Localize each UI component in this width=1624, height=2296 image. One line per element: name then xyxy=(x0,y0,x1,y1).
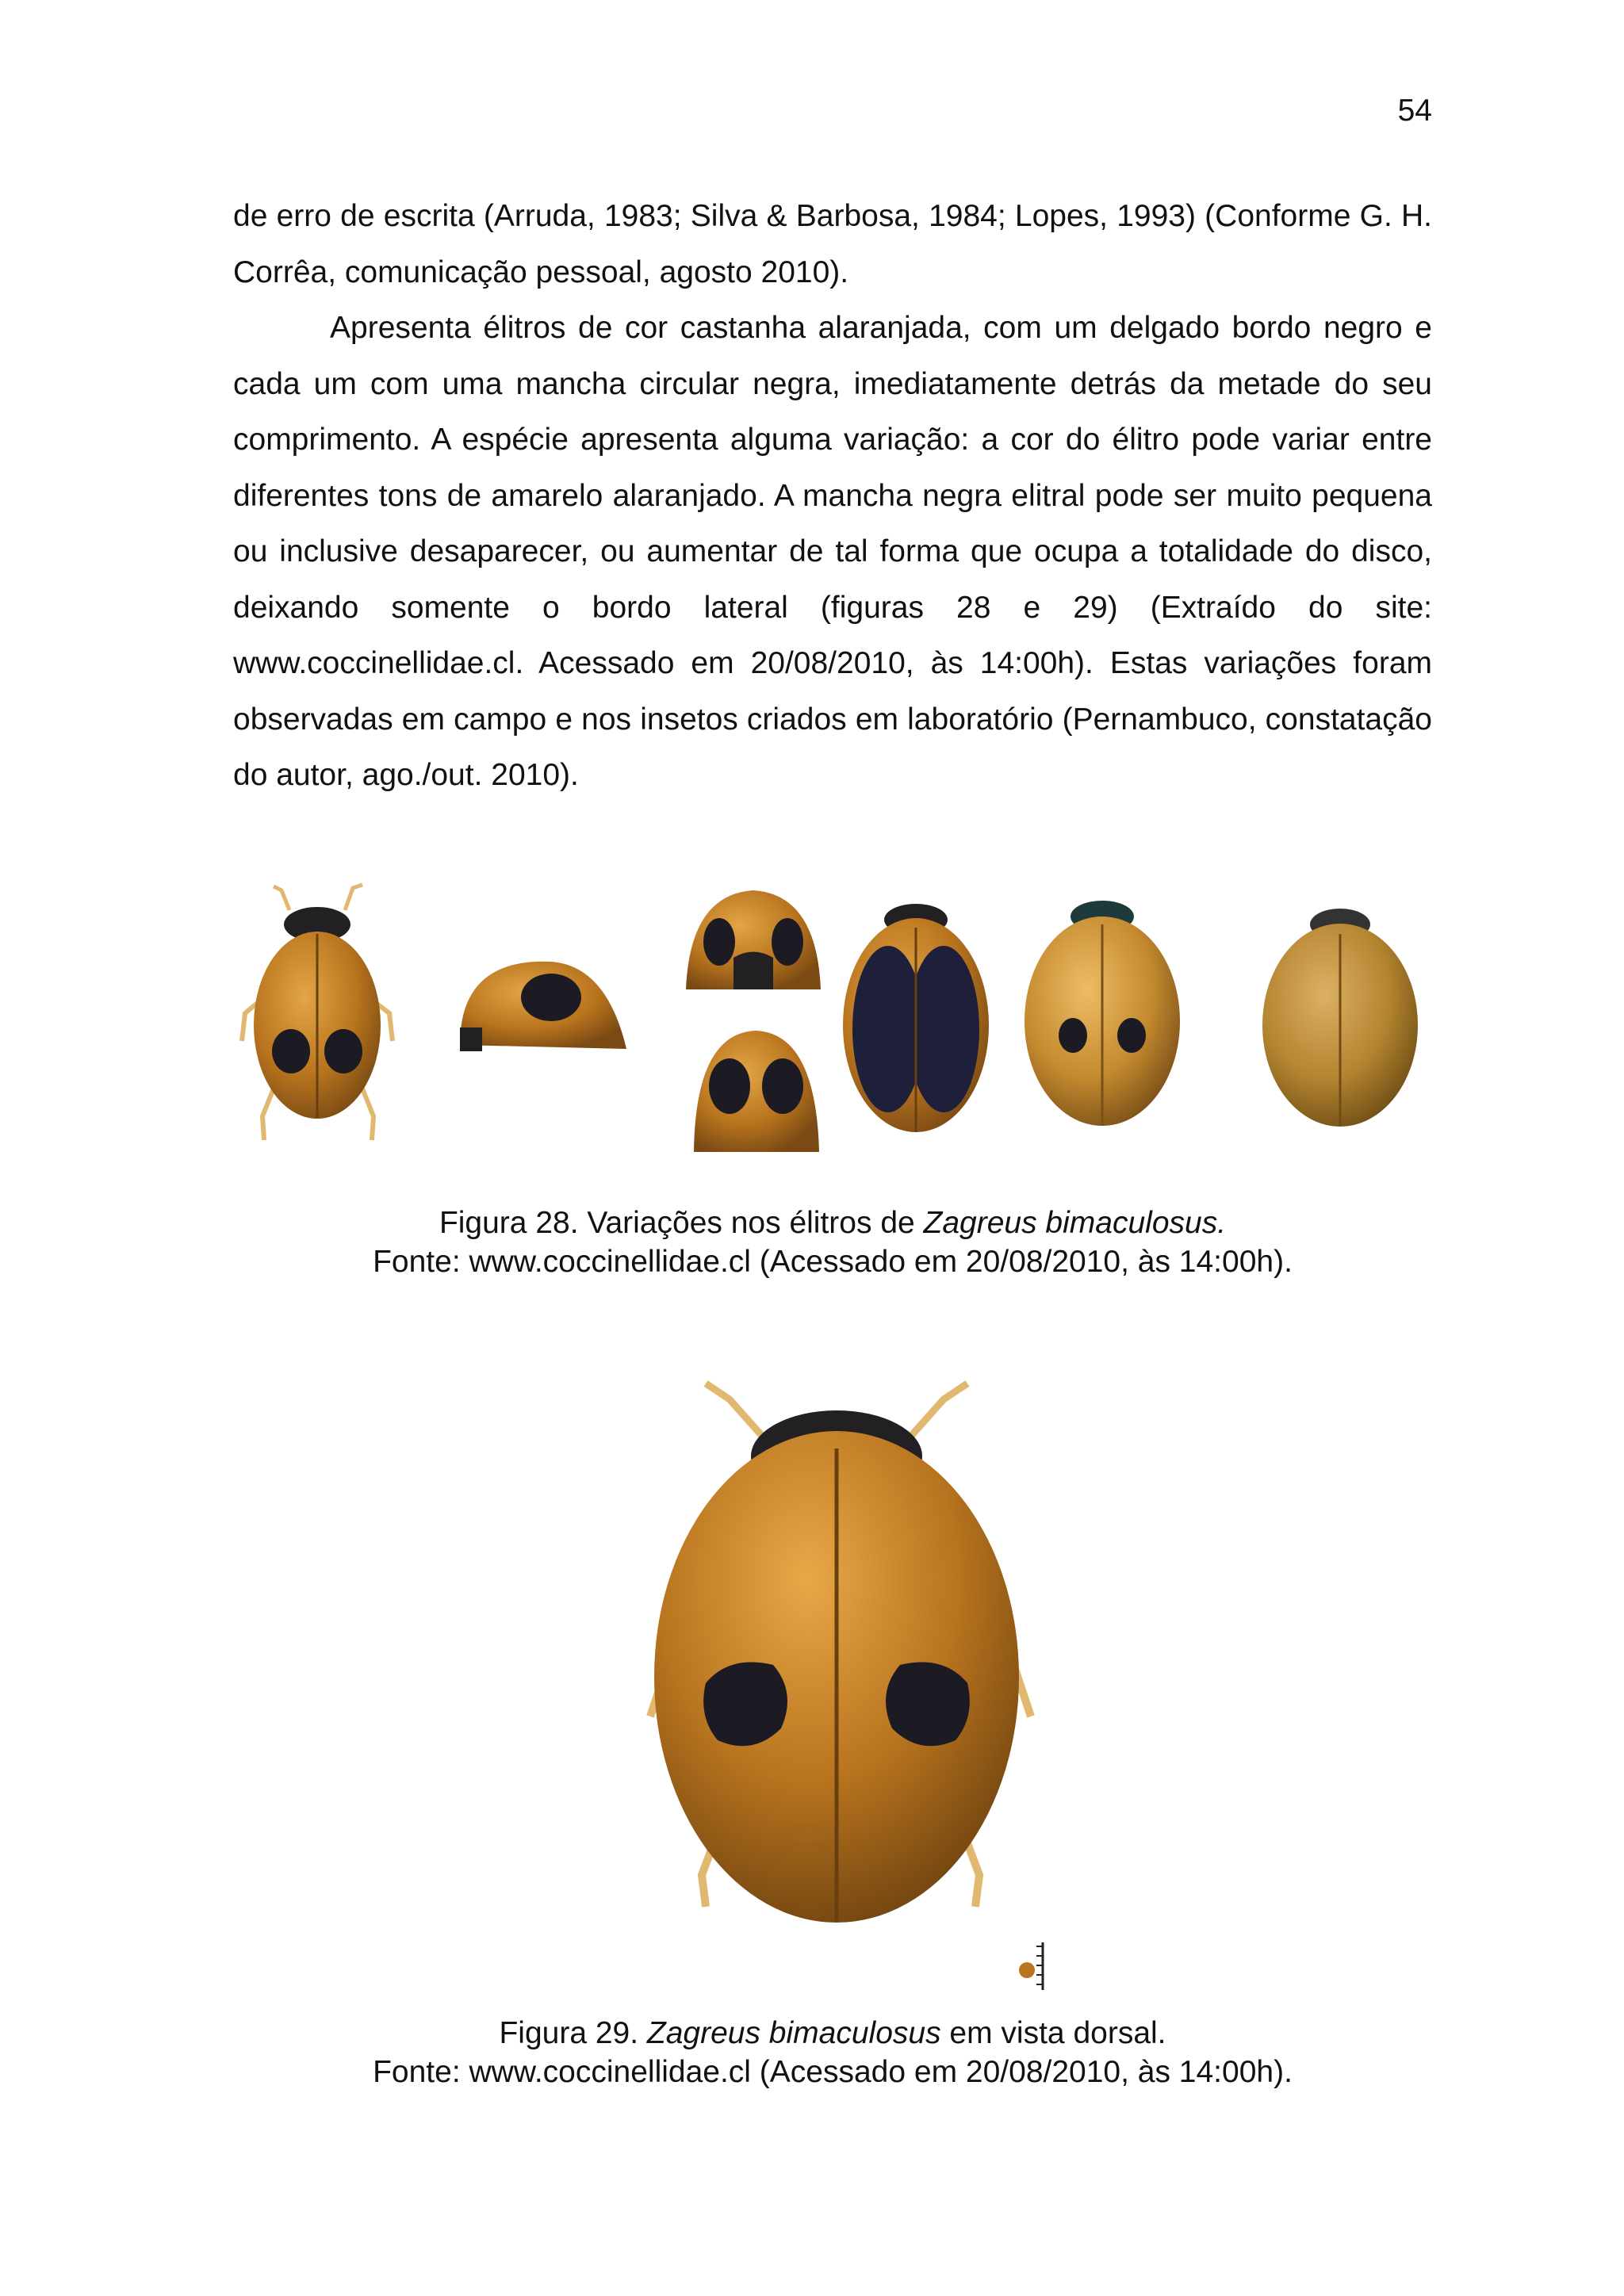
figure-29-image xyxy=(619,1360,1063,1994)
beetle-rear xyxy=(694,1031,819,1152)
figure-29-title: Figura 29. Zagreus bimaculosus em vista dorsal. xyxy=(499,2016,1166,2050)
figure-29-caption xyxy=(233,2014,1432,2091)
beetle-dorsal-2 xyxy=(843,904,989,1132)
figure-29-source: Fonte: www.coccinellidae.cl (Acessado em 20/08/2010, às 14:00h). xyxy=(373,2055,1293,2089)
scale-bar xyxy=(1019,1942,1043,1990)
beetle-dorsal-1 xyxy=(242,885,393,1140)
paragraph-2: Apresenta élitros de cor castanha alaranjada, com um delgado bordo negro e cada um com uma mancha circular negra, imediatamente detrás da metade do seu comprimento. A espécie apresenta alguma variação: a cor do élitro pode variar entre diferentes tons de amarelo alaranjado. A mancha negra elitral pode ser muito pequena ou inclusive desaparecer, ou aumentar de tal forma que ocupa a totalidade do disco, deixando somente o bordo lateral (figuras 28 e 29) (Extraído do site: www.coccinellidae.cl. Acessado em 20/08/2010, às 14:00h). Estas variações foram observadas em campo e nos insetos criados em laboratório (Pernambuco, constatação do autor, ago./out. 2010). xyxy=(233,311,1432,792)
figure-28-title: Figura 28. Variações nos élitros de Zagreus bimaculosus. xyxy=(439,1206,1227,1240)
body-text xyxy=(233,189,1432,804)
figure-28-source: Fonte: www.coccinellidae.cl (Acessado em 20/08/2010, às 14:00h). xyxy=(373,1245,1293,1279)
figure-28-caption xyxy=(233,1203,1432,1281)
figure-28-image xyxy=(234,878,1431,1173)
beetle-dorsal-3 xyxy=(1025,901,1180,1126)
beetle-dorsal-4 xyxy=(1262,909,1418,1127)
paragraph-1: de erro de escrita (Arruda, 1983; Silva & Barbosa, 1984; Lopes, 1993) (Conforme G. H. Corrêa, comunicação pessoal, agosto 2010). xyxy=(233,199,1432,289)
beetle-front xyxy=(686,890,821,989)
beetle-lateral xyxy=(460,962,626,1051)
page-number: 54 xyxy=(1397,94,1432,128)
